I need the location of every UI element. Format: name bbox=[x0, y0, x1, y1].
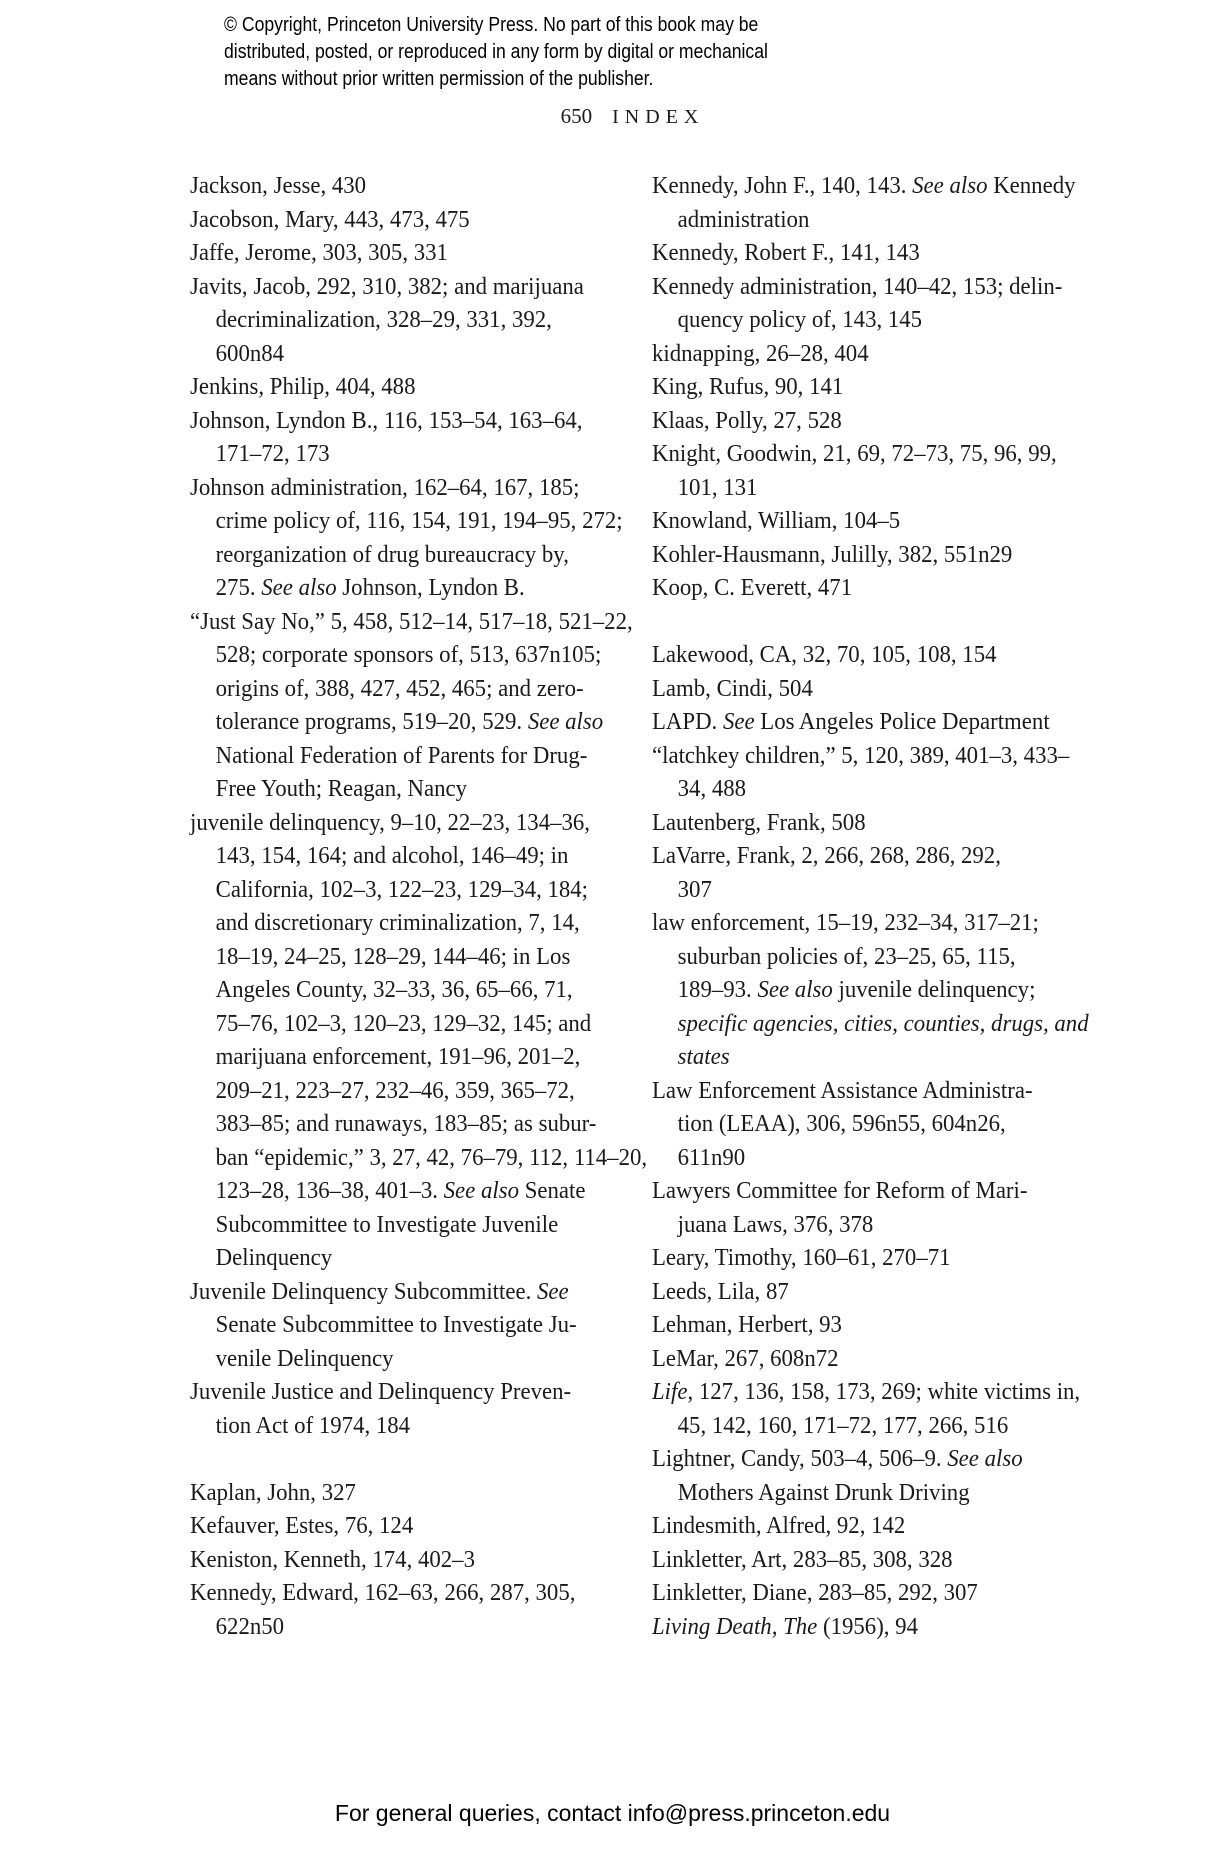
index-text: Knowland, William, 104–5 bbox=[652, 508, 901, 534]
index-text: 101, 131 bbox=[677, 474, 758, 501]
index-title: INDEX bbox=[612, 106, 705, 128]
index-text: Johnson, Lyndon B. bbox=[336, 575, 525, 601]
index-text: 171–72, 173 bbox=[215, 441, 330, 467]
index-column-right bbox=[652, 170, 1102, 1644]
index-line bbox=[652, 1242, 1080, 1276]
index-line bbox=[652, 1343, 1080, 1377]
index-line bbox=[190, 1477, 618, 1511]
index-text: , 127, 136, 158, 173, 269; white victims in, bbox=[687, 1379, 1081, 1405]
index-text: Koop, C. Everett, 471 bbox=[652, 575, 853, 601]
index-line bbox=[652, 1041, 1080, 1075]
index-line bbox=[652, 1443, 1080, 1477]
index-line bbox=[190, 1075, 618, 1109]
index-text: Lautenberg, Frank, 508 bbox=[652, 809, 866, 836]
index-text: Leeds, Lila, 87 bbox=[652, 1278, 789, 1305]
index-line bbox=[190, 1242, 618, 1276]
index-text-italic: Living Death, The bbox=[652, 1613, 818, 1640]
index-line bbox=[190, 673, 618, 707]
copyright-line: means without prior written permission of the publisher. bbox=[224, 68, 654, 90]
index-text: juana Laws, 376, 378 bbox=[677, 1211, 874, 1238]
copyright-line: distributed, posted, or reproduced in any form by digital or mechanical bbox=[224, 41, 768, 63]
index-text: and discretionary criminalization, 7, 14, bbox=[215, 910, 580, 936]
index-text: Kennedy, Edward, 162–63, 266, 287, 305, bbox=[190, 1580, 576, 1606]
index-line bbox=[652, 1108, 1080, 1142]
index-text: quency policy of, 143, 145 bbox=[677, 307, 923, 333]
index-text: Subcommittee to Investigate Juvenile bbox=[215, 1211, 559, 1238]
index-text: Lindesmith, Alfred, 92, 142 bbox=[652, 1513, 906, 1539]
index-line bbox=[652, 237, 1080, 271]
index-text: Kennedy, John F., 140, 143. bbox=[652, 173, 913, 199]
index-line bbox=[190, 505, 623, 539]
index-line bbox=[652, 1075, 1080, 1109]
index-line bbox=[190, 438, 618, 472]
index-line bbox=[652, 706, 1080, 740]
index-line bbox=[190, 1611, 618, 1645]
index-line bbox=[190, 371, 618, 405]
index-text: (1956), 94 bbox=[817, 1613, 918, 1640]
index-text: 45, 142, 160, 171–72, 177, 266, 516 bbox=[677, 1412, 1009, 1439]
index-line bbox=[190, 539, 618, 573]
index-line bbox=[190, 1041, 618, 1075]
index-line bbox=[652, 304, 1080, 338]
index-text: law enforcement, 15–19, 232–34, 317–21; bbox=[652, 910, 1039, 936]
index-text: juvenile delinquency; bbox=[832, 977, 1036, 1003]
index-text-italic: See also bbox=[443, 1178, 519, 1204]
index-text: suburban policies of, 23–25, 65, 115, bbox=[677, 943, 1016, 970]
index-text: Jaffe, Jerome, 303, 305, 331 bbox=[190, 240, 448, 266]
index-line bbox=[652, 572, 1080, 606]
index-text: King, Rufus, 90, 141 bbox=[652, 374, 844, 400]
index-line bbox=[652, 840, 1080, 874]
index-line bbox=[190, 1343, 618, 1377]
index-line bbox=[190, 1209, 618, 1243]
index-line bbox=[652, 1209, 1080, 1243]
index-line bbox=[190, 1577, 618, 1611]
index-text: 307 bbox=[677, 876, 712, 903]
index-text: 383–85; and runaways, 183–85; as subur- bbox=[215, 1111, 597, 1137]
index-line bbox=[652, 204, 1080, 238]
index-text: LaVarre, Frank, 2, 266, 268, 286, 292, bbox=[652, 843, 1001, 869]
index-text: juvenile delinquency, 9–10, 22–23, 134–36, bbox=[190, 809, 590, 836]
index-text: Senate bbox=[518, 1178, 586, 1204]
index-text: tion Act of 1974, 184 bbox=[215, 1412, 411, 1439]
index-text: Jackson, Jesse, 430 bbox=[190, 173, 367, 199]
copyright-line: © Copyright, Princeton University Press. No part of this book may be bbox=[224, 14, 759, 36]
index-line bbox=[190, 840, 618, 874]
index-line bbox=[652, 974, 1080, 1008]
index-line bbox=[652, 907, 1080, 941]
index-text: Juvenile Justice and Delinquency Preven- bbox=[190, 1379, 572, 1405]
footer-contact: For general queries, contact info@press.princeton.edu bbox=[334, 1800, 891, 1826]
index-text-italic: See also bbox=[912, 173, 988, 199]
index-line bbox=[652, 338, 1080, 372]
index-text: Lehman, Herbert, 93 bbox=[652, 1312, 842, 1338]
index-line bbox=[190, 974, 618, 1008]
index-text: Klaas, Polly, 27, 528 bbox=[652, 407, 842, 434]
index-text: Kefauver, Estes, 76, 124 bbox=[190, 1513, 414, 1539]
index-line bbox=[190, 338, 618, 372]
index-line bbox=[190, 606, 633, 640]
index-line bbox=[190, 572, 618, 606]
index-text: 75–76, 102–3, 120–23, 129–32, 145; and bbox=[215, 1010, 592, 1037]
index-line bbox=[652, 740, 1080, 774]
index-line bbox=[652, 170, 1080, 204]
index-text: Kaplan, John, 327 bbox=[190, 1479, 356, 1506]
index-line bbox=[190, 304, 618, 338]
index-line bbox=[652, 639, 1080, 673]
index-text: Javits, Jacob, 292, 310, 382; and marijuana bbox=[190, 273, 584, 300]
index-text: 123–28, 136–38, 401–3. bbox=[215, 1178, 444, 1204]
index-text-italic: See also bbox=[527, 709, 604, 735]
index-line bbox=[652, 1276, 1080, 1310]
index-line bbox=[652, 539, 1080, 573]
index-line bbox=[652, 1410, 1080, 1444]
index-line bbox=[652, 773, 1080, 807]
index-line bbox=[652, 405, 1080, 439]
index-text: Linkletter, Diane, 283–85, 292, 307 bbox=[652, 1580, 978, 1606]
index-text: National Federation of Parents for Drug- bbox=[215, 742, 588, 769]
index-text: 18–19, 24–25, 128–29, 144–46; in Los bbox=[215, 943, 571, 970]
index-text: 622n50 bbox=[215, 1613, 285, 1640]
index-line bbox=[190, 639, 618, 673]
index-text: LAPD. bbox=[652, 709, 723, 735]
index-text: 209–21, 223–27, 232–46, 359, 365–72, bbox=[215, 1077, 575, 1104]
index-line bbox=[652, 673, 1080, 707]
index-line bbox=[652, 1309, 1080, 1343]
index-text: California, 102–3, 122–23, 129–34, 184; bbox=[215, 876, 589, 903]
index-line bbox=[190, 1376, 618, 1410]
index-text: Angeles County, 32–33, 36, 65–66, 71, bbox=[215, 977, 573, 1003]
index-text: 611n90 bbox=[677, 1144, 746, 1171]
index-line bbox=[190, 1108, 618, 1142]
index-text: 275. bbox=[215, 575, 262, 601]
index-text-italic: See also bbox=[947, 1446, 1023, 1472]
index-text: Law Enforcement Assistance Administra- bbox=[652, 1077, 1033, 1104]
index-line bbox=[652, 1510, 1080, 1544]
index-line bbox=[190, 204, 618, 238]
index-text: marijuana enforcement, 191–96, 201–2, bbox=[215, 1044, 581, 1070]
index-line bbox=[652, 1376, 1080, 1410]
index-text: Delinquency bbox=[215, 1245, 333, 1271]
index-line bbox=[652, 505, 1080, 539]
index-line bbox=[190, 1276, 618, 1310]
index-text: Kennedy administration, 140–42, 153; delin- bbox=[652, 273, 1063, 300]
index-text: kidnapping, 26–28, 404 bbox=[652, 340, 869, 367]
index-text: Jenkins, Philip, 404, 488 bbox=[190, 374, 416, 400]
index-text: Los Angeles Police Department bbox=[754, 709, 1050, 735]
index-line bbox=[190, 907, 618, 941]
index-text: ban “epidemic,” 3, 27, 42, 76–79, 112, 114–20, bbox=[215, 1144, 648, 1171]
index-text-italic: See also bbox=[261, 575, 337, 601]
index-text: Mothers Against Drunk Driving bbox=[677, 1479, 970, 1506]
index-text: 600n84 bbox=[215, 340, 285, 367]
index-line bbox=[652, 371, 1080, 405]
index-text: Lightner, Candy, 503–4, 506–9. bbox=[652, 1446, 948, 1472]
index-line bbox=[190, 1410, 618, 1444]
index-line bbox=[652, 1175, 1080, 1209]
index-line bbox=[190, 706, 618, 740]
index-text: Johnson, Lyndon B., 116, 153–54, 163–64, bbox=[190, 407, 583, 434]
index-line bbox=[652, 1142, 1080, 1176]
index-text: Jacobson, Mary, 443, 473, 475 bbox=[190, 206, 470, 233]
index-text: Lamb, Cindi, 504 bbox=[652, 675, 813, 702]
index-text: Lakewood, CA, 32, 70, 105, 108, 154 bbox=[652, 642, 997, 668]
index-text: administration bbox=[677, 206, 810, 233]
index-line bbox=[190, 405, 618, 439]
index-line bbox=[652, 1544, 1080, 1578]
index-line bbox=[652, 438, 1080, 472]
index-text: tion (LEAA), 306, 596n55, 604n26, bbox=[677, 1111, 1006, 1137]
index-line bbox=[652, 941, 1080, 975]
index-text: 528; corporate sponsors of, 513, 637n105; bbox=[215, 642, 602, 668]
index-line bbox=[652, 1577, 1080, 1611]
index-column-left bbox=[190, 170, 648, 1644]
index-line bbox=[190, 941, 618, 975]
page-header bbox=[190, 104, 1075, 129]
index-text: tolerance programs, 519–20, 529. bbox=[215, 709, 528, 735]
index-text: Knight, Goodwin, 21, 69, 72–73, 75, 96, 99, bbox=[652, 441, 1057, 467]
index-line bbox=[652, 1008, 1089, 1042]
index-text: “latchkey children,” 5, 120, 389, 401–3, 433– bbox=[652, 742, 1070, 769]
index-line bbox=[652, 807, 1080, 841]
index-text: reorganization of drug bureaucracy by, bbox=[215, 541, 569, 568]
index-line bbox=[190, 237, 618, 271]
index-text-italic: states bbox=[677, 1044, 730, 1070]
index-line bbox=[190, 1309, 618, 1343]
index-text: decriminalization, 328–29, 331, 392, bbox=[215, 307, 552, 333]
index-text: Lawyers Committee for Reform of Mari- bbox=[652, 1178, 1028, 1204]
index-line bbox=[190, 740, 618, 774]
index-text-italic: See bbox=[536, 1278, 569, 1305]
index-text: origins of, 388, 427, 452, 465; and zero- bbox=[215, 675, 584, 702]
index-line bbox=[190, 472, 618, 506]
index-text: crime policy of, 116, 154, 191, 194–95, 272; bbox=[215, 508, 623, 534]
index-text: Juvenile Delinquency Subcommittee. bbox=[190, 1278, 537, 1305]
index-text-italic: specific agencies, cities, counties, drugs, and bbox=[677, 1010, 1089, 1037]
index-text: Linkletter, Art, 283–85, 308, 328 bbox=[652, 1546, 953, 1573]
index-line bbox=[652, 1611, 1080, 1645]
index-text-italic: See bbox=[722, 709, 755, 735]
index-line bbox=[190, 1008, 618, 1042]
index-line bbox=[190, 807, 618, 841]
index-line bbox=[190, 170, 618, 204]
index-text: Johnson administration, 162–64, 167, 185; bbox=[190, 474, 580, 501]
index-line bbox=[652, 472, 1080, 506]
index-text: Free Youth; Reagan, Nancy bbox=[215, 776, 468, 802]
index-line bbox=[190, 271, 618, 305]
index-text: 143, 154, 164; and alcohol, 146–49; in bbox=[215, 843, 569, 869]
index-text: “Just Say No,” 5, 458, 512–14, 517–18, 521–22, bbox=[190, 608, 633, 635]
index-line bbox=[190, 773, 618, 807]
index-text: venile Delinquency bbox=[215, 1345, 394, 1372]
index-line bbox=[190, 874, 618, 908]
index-text-italic: Life bbox=[652, 1379, 688, 1405]
index-line bbox=[652, 874, 1080, 908]
index-text: Leary, Timothy, 160–61, 270–71 bbox=[652, 1245, 951, 1271]
index-text: 34, 488 bbox=[677, 776, 747, 802]
index-text: 189–93. bbox=[677, 977, 758, 1003]
index-text: Kohler-Hausmann, Julilly, 382, 551n29 bbox=[652, 541, 1013, 568]
page-number: 650 bbox=[560, 104, 593, 128]
index-line bbox=[190, 1510, 618, 1544]
index-text: Kennedy bbox=[987, 173, 1076, 199]
index-text: Senate Subcommittee to Investigate Ju- bbox=[215, 1312, 577, 1338]
index-line bbox=[190, 1142, 648, 1176]
index-text: Kennedy, Robert F., 141, 143 bbox=[652, 240, 920, 266]
index-line bbox=[190, 1175, 618, 1209]
index-line bbox=[190, 1544, 618, 1578]
index-line bbox=[652, 271, 1080, 305]
index-text: LeMar, 267, 608n72 bbox=[652, 1345, 839, 1372]
index-line bbox=[652, 1477, 1080, 1511]
copyright-notice bbox=[224, 12, 768, 93]
index-text: Keniston, Kenneth, 174, 402–3 bbox=[190, 1546, 475, 1573]
index-text-italic: See also bbox=[757, 977, 833, 1003]
